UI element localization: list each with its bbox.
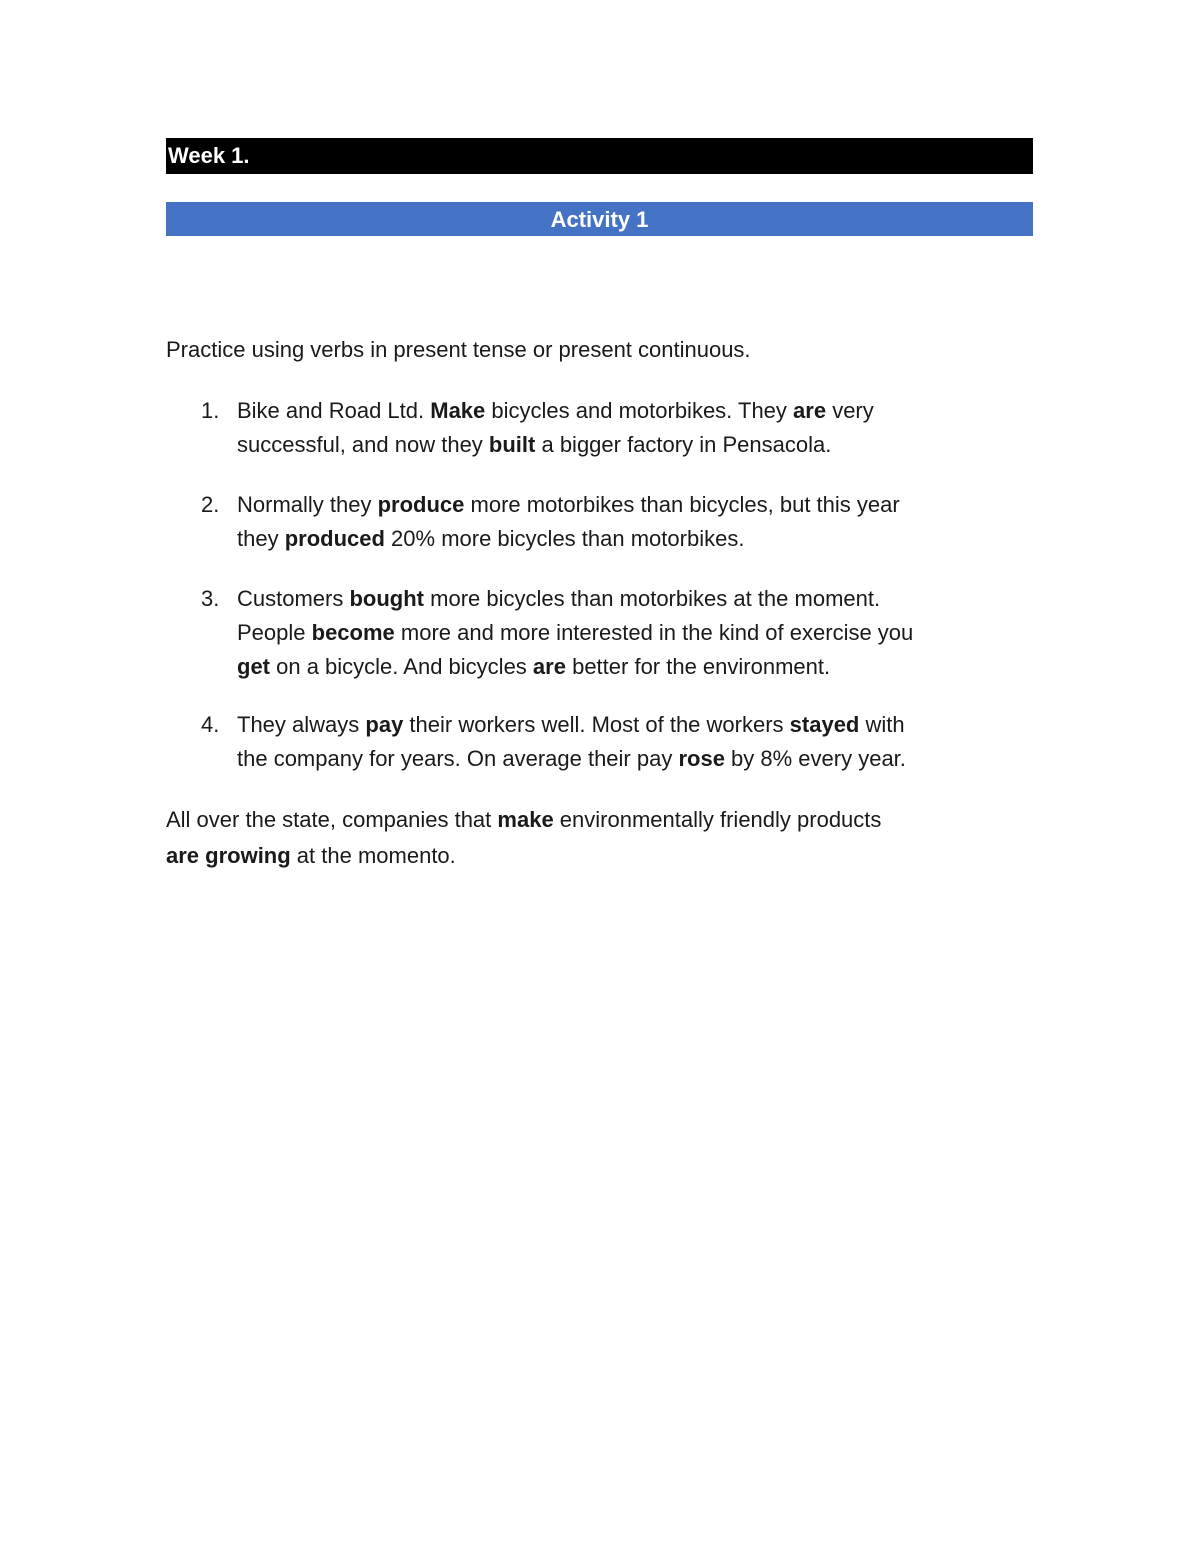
closing-paragraph bbox=[166, 802, 1033, 874]
verb-highlight: produce bbox=[377, 492, 465, 517]
text-segment: bicycles and motorbikes. They bbox=[485, 398, 794, 423]
text-segment: a bigger factory in Pensacola. bbox=[535, 432, 832, 457]
activity-heading: Activity 1 bbox=[166, 202, 1033, 236]
week-heading: Week 1. bbox=[166, 138, 1033, 174]
text-segment: by 8% every year. bbox=[724, 746, 906, 771]
text-segment: at the momento. bbox=[290, 843, 456, 868]
instructions-text: Practice using verbs in present tense or present continuous. bbox=[166, 337, 751, 362]
text-segment: successful, and now they bbox=[237, 432, 489, 457]
item-number: 1. bbox=[201, 398, 220, 423]
text-segment: better for the environment. bbox=[565, 654, 831, 679]
text-segment: they bbox=[237, 526, 285, 551]
verb-highlight: rose bbox=[678, 746, 725, 771]
text-segment: 20% more bicycles than motorbikes. bbox=[384, 526, 745, 551]
text-segment: Normally they bbox=[237, 492, 378, 517]
text-segment: Bike and Road Ltd. bbox=[237, 398, 431, 423]
verb-highlight: make bbox=[497, 807, 554, 832]
text-segment: They always bbox=[237, 712, 366, 737]
verb-highlight: become bbox=[311, 620, 395, 645]
text-segment: environmentally friendly products bbox=[553, 807, 882, 832]
text-segment: with bbox=[859, 712, 905, 737]
verb-highlight: stayed bbox=[789, 712, 860, 737]
verb-highlight: bought bbox=[349, 586, 425, 611]
text-segment: All over the state, companies that bbox=[166, 807, 498, 832]
text-segment: the company for years. On average their pay bbox=[237, 746, 679, 771]
text-segment: more and more interested in the kind of exercise you bbox=[394, 620, 914, 645]
text-segment: Customers bbox=[237, 586, 350, 611]
verb-highlight: get bbox=[237, 654, 270, 679]
verb-highlight: Make bbox=[430, 398, 486, 423]
text-segment: on a bicycle. And bicycles bbox=[270, 654, 533, 679]
text-segment: more bicycles than motorbikes at the moment. bbox=[424, 586, 881, 611]
verb-highlight: pay bbox=[365, 712, 404, 737]
verb-highlight: are growing bbox=[166, 843, 291, 868]
item-text bbox=[237, 488, 1027, 556]
text-segment: more motorbikes than bicycles, but this year bbox=[464, 492, 900, 517]
text-segment: very bbox=[826, 398, 874, 423]
item-text bbox=[237, 582, 1027, 684]
item-number: 4. bbox=[201, 712, 220, 737]
text-segment: People bbox=[237, 620, 312, 645]
verb-highlight: are bbox=[793, 398, 827, 423]
verb-highlight: built bbox=[488, 432, 536, 457]
text-segment: their workers well. Most of the workers bbox=[403, 712, 790, 737]
item-number: 2. bbox=[201, 492, 220, 517]
item-text bbox=[237, 708, 1027, 776]
item-number: 3. bbox=[201, 586, 220, 611]
verb-highlight: produced bbox=[284, 526, 385, 551]
verb-highlight: are bbox=[532, 654, 566, 679]
item-text bbox=[237, 394, 1027, 462]
